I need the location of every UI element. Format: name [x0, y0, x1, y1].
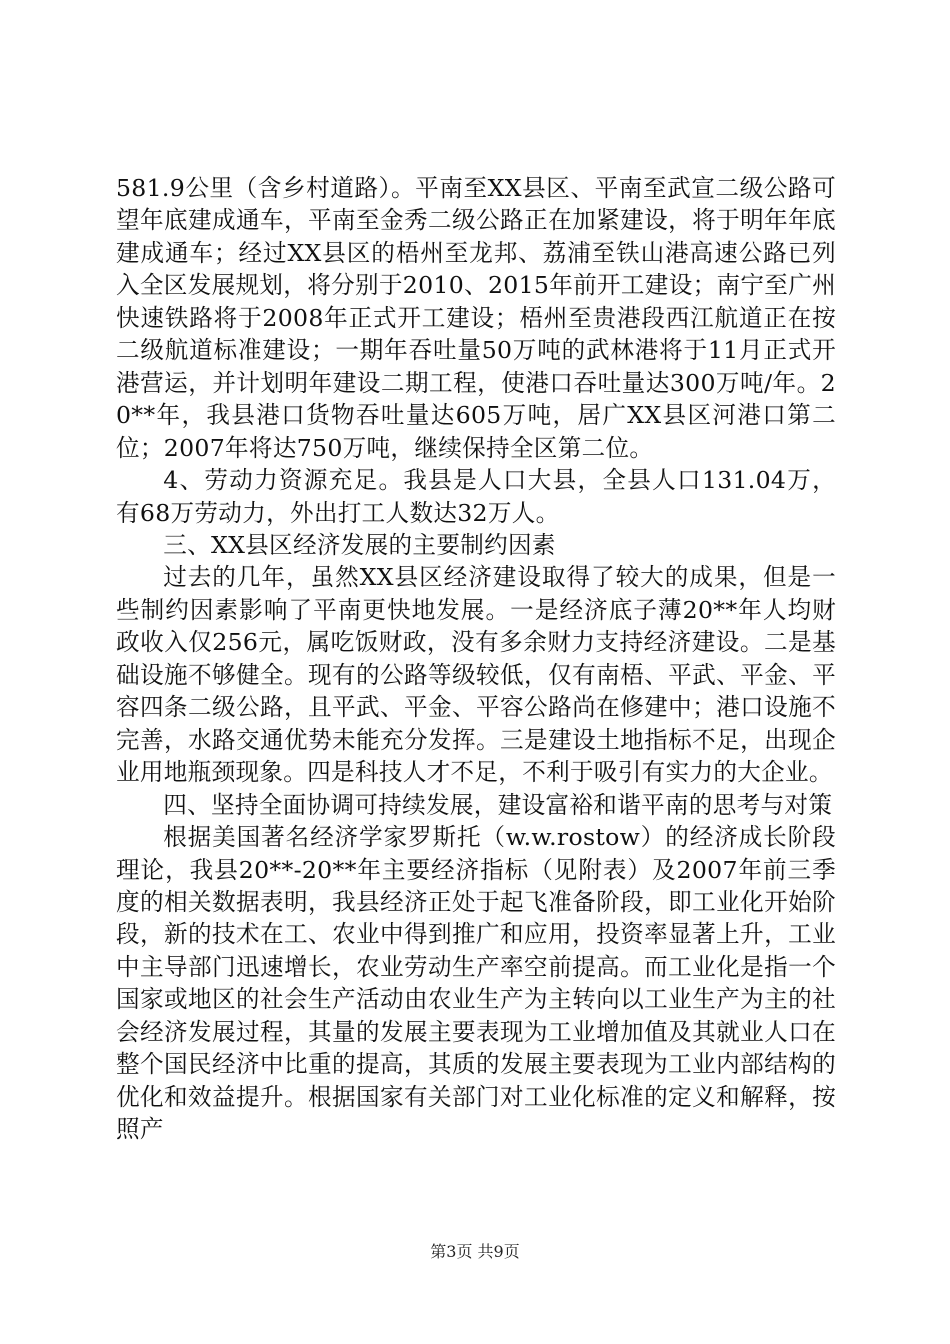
page-footer: 第3页 共9页: [430, 1242, 520, 1261]
paragraph-transport: 581.9公里（含乡村道路）。平南至XX县区、平南至武宣二级公路可望年底建成通车，平南至金秀二级公路正在加紧建设，将于明年年底建成通车；经过XX县区的梧州至龙邦、荔浦至铁山港高速公路已列入全区发展规划，将分别于2010、2015年前开工建设；南宁至广州快速铁路将于2008年正式开工建设；梧州至贵港段西江航道正在按二级航道标准建设；一期年吞吐量50万吨的武林港将于11月正式开港营运，并计划明年建设二期工程，使港口吞吐量达300万吨/年。20**年，我县港口货物吞吐量达605万吨，居广XX县区河港口第二位；2007年将达750万吨，继续保持全区第二位。: [116, 174, 836, 462]
paragraph-strategy: 根据美国著名经济学家罗斯托（w.w.rostow）的经济成长阶段理论，我县20**-20**年主要经济指标（见附表）及2007年前三季度的相关数据表明，我县经济正处于起飞准备阶段，即工业化开始阶段，新的技术在工、农业中得到推广和应用，投资率显著上升，工业中主导部门迅速增长，农业劳动生产率空前提高。而工业化是指一个国家或地区的社会生产活动由农业生产为主转向以工业生产为主的社会经济发展过程，其量的发展主要表现为工业增加值及其就业人口在整个国民经济中比重的提高，其质的发展主要表现为工业内部结构的优化和效益提升。根据国家有关部门对工业化标准的定义和解释，按照产: [116, 823, 836, 1144]
paragraph-constraints: 过去的几年，虽然XX县区经济建设取得了较大的成果，但是一些制约因素影响了平南更快地发展。一是经济底子薄20**年人均财政收入仅256元，属吃饭财政，没有多余财力支持经济建设。二是基础设施不够健全。现有的公路等级较低，仅有南梧、平武、平金、平容四条二级公路，且平武、平金、平容公路尚在修建中；港口设施不完善，水路交通优势未能充分发挥。三是建设土地指标不足，出现企业用地瓶颈现象。四是科技人才不足，不利于吸引有实力的大企业。: [116, 563, 836, 787]
document-body: [116, 172, 836, 1146]
paragraph-labor: 4、劳动力资源充足。我县是人口大县，全县人口131.04万，有68万劳动力，外出打工人数达32万人。: [116, 466, 836, 527]
section-heading-constraints: 三、XX县区经济发展的主要制约因素: [163, 530, 556, 559]
section-heading-strategy: 四、坚持全面协调可持续发展，建设富裕和谐平南的思考与对策: [163, 790, 833, 819]
